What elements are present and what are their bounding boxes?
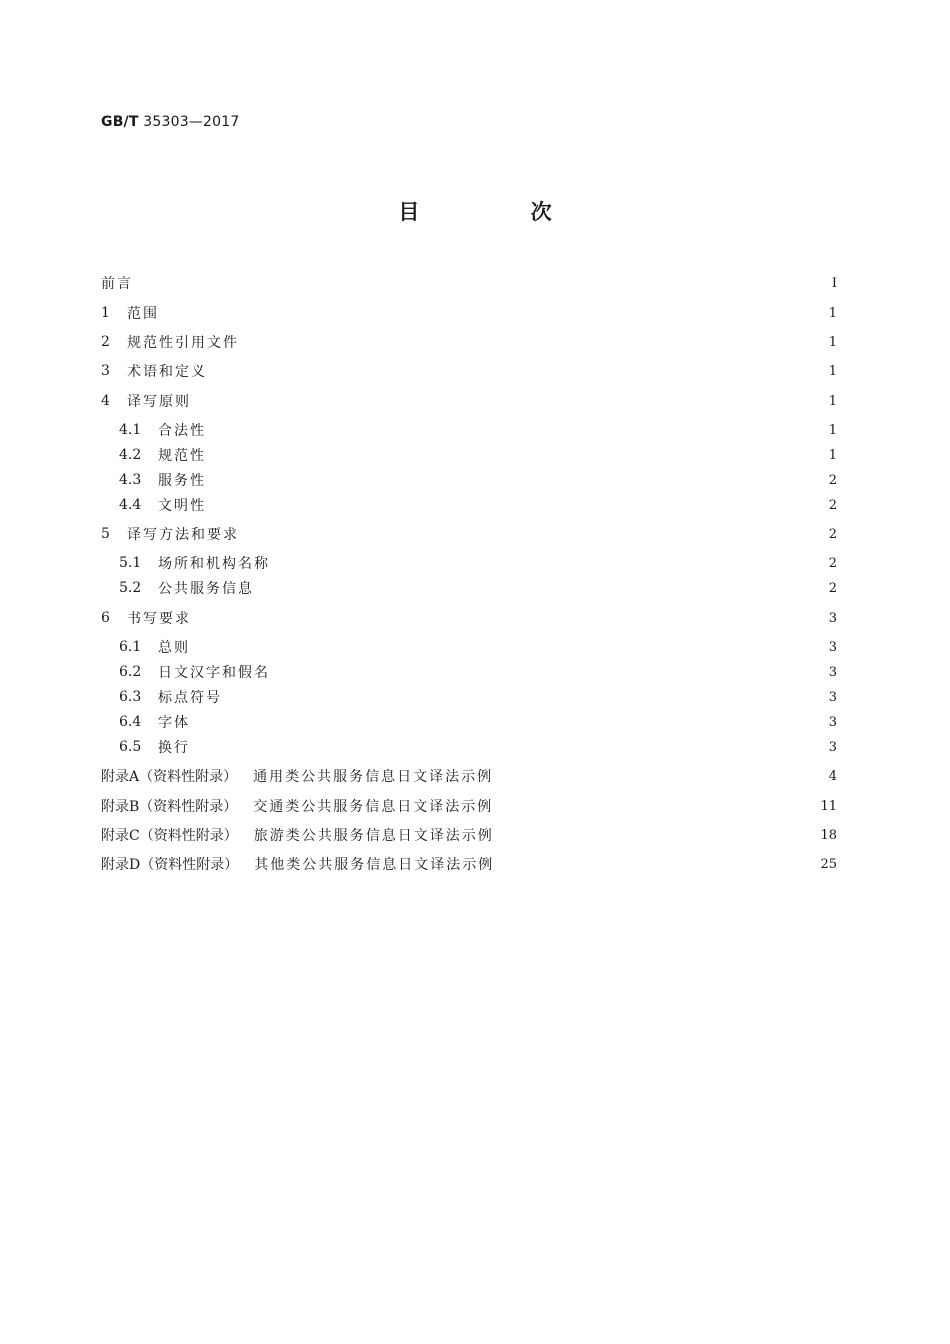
toc-number: 6.1 bbox=[119, 639, 142, 655]
toc-entry-6-3[interactable] bbox=[119, 686, 837, 708]
toc-label: 其他类公共服务信息日文译法示例 bbox=[254, 857, 495, 873]
toc-label: 总则 bbox=[158, 640, 190, 656]
toc-label: 换行 bbox=[158, 740, 190, 756]
toc-entry-6-4[interactable] bbox=[119, 711, 837, 733]
dot-leader bbox=[141, 272, 821, 294]
toc-entry-4-1[interactable] bbox=[119, 419, 837, 441]
toc-page-number: 1 bbox=[828, 363, 837, 379]
toc-label: 标点符号 bbox=[158, 690, 222, 706]
dot-leader bbox=[278, 661, 821, 683]
toc-page-number: 3 bbox=[828, 689, 837, 705]
toc-label: 合法性 bbox=[158, 423, 206, 439]
toc-page-number: 2 bbox=[828, 526, 837, 542]
toc-page-number: 3 bbox=[828, 610, 837, 626]
toc-label: 交通类公共服务信息日文译法示例 bbox=[253, 799, 494, 815]
dot-leader bbox=[502, 853, 814, 875]
toc-label: 字体 bbox=[158, 715, 190, 731]
dot-leader bbox=[247, 523, 821, 545]
dot-leader bbox=[247, 331, 821, 353]
toc-number: 1 bbox=[101, 305, 110, 321]
toc-page-number: 3 bbox=[828, 664, 837, 680]
toc-page-number: 2 bbox=[828, 580, 837, 596]
toc-title: 目 次 bbox=[398, 200, 604, 224]
toc-entry-6-1[interactable] bbox=[119, 636, 837, 658]
appendix-number: 附录A（资料性附录） bbox=[101, 769, 238, 785]
toc-entry-2[interactable] bbox=[101, 331, 837, 353]
toc-label: 场所和机构名称 bbox=[158, 556, 270, 572]
standard-code bbox=[101, 114, 239, 130]
toc-number: 3 bbox=[101, 363, 110, 379]
toc-number: 4.4 bbox=[119, 497, 142, 513]
toc-number: 4 bbox=[101, 393, 110, 409]
toc-entry-3[interactable] bbox=[101, 360, 837, 382]
dot-leader bbox=[502, 824, 815, 846]
toc-label: 通用类公共服务信息日文译法示例 bbox=[253, 769, 494, 785]
dot-leader bbox=[501, 795, 814, 817]
toc-page-number: 18 bbox=[820, 827, 837, 843]
toc-page-number: 11 bbox=[820, 798, 837, 814]
toc-entry-1[interactable] bbox=[101, 302, 837, 324]
toc-entry-foreword[interactable] bbox=[101, 272, 837, 294]
toc-label: 规范性 bbox=[158, 448, 206, 464]
dot-leader bbox=[278, 552, 821, 574]
standard-prefix: GB/T bbox=[101, 114, 139, 130]
dot-leader bbox=[199, 390, 821, 412]
toc-page-number: 1 bbox=[828, 334, 837, 350]
dot-leader bbox=[214, 444, 821, 466]
toc-number: 6.4 bbox=[119, 714, 142, 730]
toc-number: 6.3 bbox=[119, 689, 142, 705]
toc-number: 5.2 bbox=[119, 580, 142, 596]
appendix-number: 附录C（资料性附录） bbox=[101, 828, 238, 844]
toc-entry-appendix-b[interactable] bbox=[101, 795, 837, 817]
toc-label: 规范性引用文件 bbox=[127, 335, 239, 351]
toc-entry-6-2[interactable] bbox=[119, 661, 837, 683]
toc-label: 译写方法和要求 bbox=[127, 527, 239, 543]
dot-leader bbox=[214, 469, 821, 491]
dot-leader bbox=[167, 302, 821, 324]
toc-page-number: 3 bbox=[828, 639, 837, 655]
toc-label: 前言 bbox=[101, 276, 133, 292]
toc-entry-appendix-c[interactable] bbox=[101, 824, 837, 846]
toc-entry-5[interactable] bbox=[101, 523, 837, 545]
toc-page-number: 2 bbox=[828, 555, 837, 571]
toc-page-number: 1 bbox=[828, 393, 837, 409]
toc-number: 6.2 bbox=[119, 664, 142, 680]
toc-page-number: Ⅰ bbox=[831, 275, 837, 291]
toc-label: 服务性 bbox=[158, 473, 206, 489]
toc-label: 译写原则 bbox=[127, 394, 191, 410]
dot-leader bbox=[198, 711, 821, 733]
toc-page-number: 2 bbox=[828, 497, 837, 513]
toc-number: 5.1 bbox=[119, 555, 142, 571]
toc-number: 4.1 bbox=[119, 422, 142, 438]
toc-page-number: 3 bbox=[828, 714, 837, 730]
dot-leader bbox=[501, 765, 821, 787]
toc-number: 4.3 bbox=[119, 472, 142, 488]
toc-page-number: 1 bbox=[828, 447, 837, 463]
toc-label: 日文汉字和假名 bbox=[158, 665, 270, 681]
toc-label: 术语和定义 bbox=[127, 364, 207, 380]
toc-entry-6[interactable] bbox=[101, 607, 837, 629]
dot-leader bbox=[198, 736, 821, 758]
toc-entry-5-1[interactable] bbox=[119, 552, 837, 574]
toc-page-number: 2 bbox=[828, 472, 837, 488]
toc-page-number: 1 bbox=[828, 422, 837, 438]
toc-entry-appendix-d[interactable] bbox=[101, 853, 837, 875]
dot-leader bbox=[199, 607, 821, 629]
toc-entry-4-2[interactable] bbox=[119, 444, 837, 466]
toc-label: 书写要求 bbox=[127, 611, 191, 627]
toc-page-number: 1 bbox=[828, 305, 837, 321]
toc-number: 4.2 bbox=[119, 447, 142, 463]
toc-page-number: 25 bbox=[820, 856, 837, 872]
toc-page-number: 4 bbox=[828, 768, 837, 784]
dot-leader bbox=[262, 577, 821, 599]
toc-number: 5 bbox=[101, 526, 110, 542]
toc-entry-appendix-a[interactable] bbox=[101, 765, 837, 787]
toc-label: 范围 bbox=[127, 306, 159, 322]
standard-number: 35303—2017 bbox=[143, 114, 240, 130]
dot-leader bbox=[214, 419, 821, 441]
toc-label: 公共服务信息 bbox=[158, 581, 254, 597]
toc-page-number: 3 bbox=[828, 739, 837, 755]
toc-entry-5-2[interactable] bbox=[119, 577, 837, 599]
dot-leader bbox=[215, 360, 821, 382]
toc-label: 旅游类公共服务信息日文译法示例 bbox=[253, 828, 494, 844]
toc-entry-4-3[interactable] bbox=[119, 469, 837, 491]
dot-leader bbox=[230, 686, 821, 708]
toc-label: 文明性 bbox=[158, 498, 206, 514]
appendix-number: 附录B（资料性附录） bbox=[101, 799, 238, 815]
dot-leader bbox=[214, 494, 821, 516]
toc-number: 2 bbox=[101, 334, 110, 350]
dot-leader bbox=[198, 636, 821, 658]
toc-entry-6-5[interactable] bbox=[119, 736, 837, 758]
toc-number: 6.5 bbox=[119, 739, 142, 755]
toc-number: 6 bbox=[101, 610, 110, 626]
toc-entry-4-4[interactable] bbox=[119, 494, 837, 516]
toc-entry-4[interactable] bbox=[101, 390, 837, 412]
appendix-number: 附录D（资料性附录） bbox=[101, 857, 239, 873]
